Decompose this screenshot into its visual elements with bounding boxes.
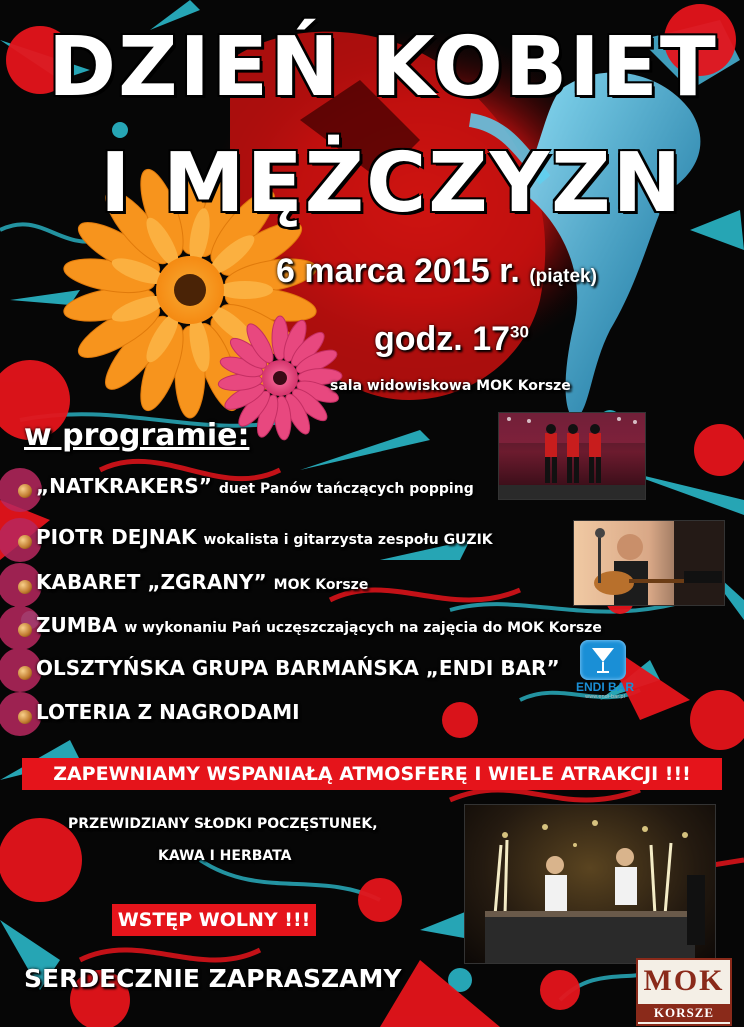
mok-korsze-logo: [636, 958, 732, 1026]
event-time: [374, 320, 529, 359]
invitation-text: SERDECZNIE ZAPRASZAMY: [24, 964, 402, 993]
program-item-title: KABARET „ZGRANY”: [36, 570, 267, 594]
bullet-icon: [18, 666, 32, 680]
natkrakers-photo: [498, 412, 646, 500]
endi-bar-logo: [572, 640, 634, 702]
program-item-desc: duet Panów tańczących popping: [218, 481, 474, 497]
mok-logo-bottom: KORSZE: [638, 1004, 730, 1022]
refreshments-line1: PRZEWIDZIANY SŁODKI POCZĘSTUNEK,: [68, 816, 378, 832]
refreshments-line2: KAWA I HERBATA: [158, 848, 292, 864]
poster-title-line2: I MĘŻCZYZN: [100, 136, 684, 231]
program-item-desc: wokalista i gitarzysta zespołu GUZIK: [203, 532, 493, 548]
endi-bar-logo-text: ENDI BAR: [575, 680, 634, 694]
event-date-main: 6 marca 2015 r.: [276, 252, 520, 290]
event-venue: sala widowiskowa MOK Korsze: [330, 378, 571, 394]
event-time-minutes: 30: [510, 322, 529, 342]
singer-illustration: [574, 521, 724, 605]
bullet-icon: [18, 484, 32, 498]
endi-bar-url: www.endi-bar.pl: [585, 694, 625, 700]
cocktail-glass-icon: [580, 640, 626, 680]
bullet-icon: [18, 535, 32, 549]
bullet-icon: [18, 623, 32, 637]
bullet-icon: [18, 710, 32, 724]
poster-title-line1: DZIEŃ KOBIET: [48, 20, 718, 115]
program-item-title: OLSZTYŃSKA GRUPA BARMAŃSKA „ENDI BAR”: [36, 656, 560, 680]
program-item-title: LOTERIA Z NAGRODAMI: [36, 700, 300, 724]
piotr-dejnak-photo: [573, 520, 725, 606]
program-item-title: PIOTR DEJNAK: [36, 525, 197, 549]
dancers-illustration: [499, 413, 645, 499]
event-time-main: godz. 17: [374, 320, 511, 358]
mok-logo-top: MOK: [643, 964, 725, 997]
program-item-desc: w wykonaniu Pań uczęszczających na zajęcia do MOK Korsze: [124, 620, 602, 636]
attractions-banner-text: ZAPEWNIAMY WSPANIAŁĄ ATMOSFERĘ I WIELE ATRAKCJI !!!: [53, 763, 691, 785]
program-item-desc: MOK Korsze: [273, 577, 369, 593]
program-heading: w programie:: [24, 418, 250, 453]
free-entry-text: WSTĘP WOLNY !!!: [117, 909, 311, 931]
event-date: [276, 252, 597, 291]
event-day: (piątek): [529, 266, 597, 287]
bullet-icon: [18, 580, 32, 594]
program-item-title: ZUMBA: [36, 613, 118, 637]
program-item-title: „NATKRAKERS”: [36, 474, 212, 498]
bartender-illustration: [465, 805, 715, 963]
bartender-show-photo: [464, 804, 716, 964]
